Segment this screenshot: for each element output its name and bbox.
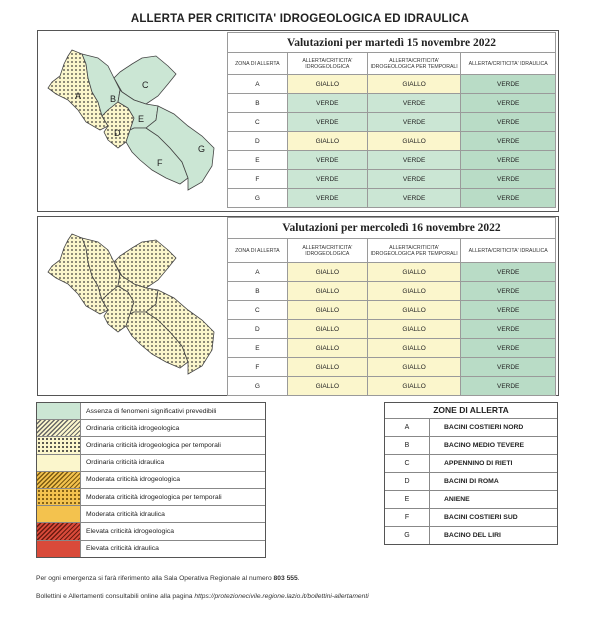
legend-item: Ordinaria criticità idrogeologica per temporali	[37, 437, 265, 454]
day1-heading: Valutazioni per martedì 15 novembre 2022	[228, 33, 556, 53]
col-hydrogeo: ALLERTA/CRITICITA' IDROGEOLOGICA	[287, 53, 367, 75]
table-row: E VERDE VERDE VERDE	[228, 151, 556, 170]
table-row: D GIALLO GIALLO VERDE	[228, 320, 556, 339]
legend	[36, 402, 266, 558]
map-label-c: C	[142, 80, 149, 90]
map-label-d: D	[114, 128, 121, 138]
footer-emergency: Per ogni emergenza si farà riferimento alla Sala Operativa Regionale al numero 803 555.	[36, 575, 300, 582]
table-row: C GIALLO GIALLO VERDE	[228, 301, 556, 320]
legend-item: Elevata criticità idraulica	[37, 541, 265, 557]
map-label-a: A	[75, 91, 82, 101]
legend-item: Ordinaria criticità idraulica	[37, 455, 265, 472]
day2-heading: Valutazioni per mercoledì 16 novembre 2022	[228, 218, 556, 239]
map-label-g: G	[198, 144, 206, 154]
table-row: A GIALLO GIALLO VERDE	[228, 75, 556, 94]
legend-item: Moderata criticità idrogeologica per temporali	[37, 489, 265, 506]
legend-item: Ordinaria criticità idrogeologica	[37, 420, 265, 437]
bulletins-link[interactable]: https://protezionecivile.regione.lazio.it/bollettini-allertamenti	[194, 593, 369, 600]
table-row: B VERDE VERDE VERDE	[228, 94, 556, 113]
legend-item: Assenza di fenomeni significativi prevedibili	[37, 403, 265, 420]
day1-table	[227, 32, 556, 208]
legend-item: Elevata criticità idrogeologica	[37, 523, 265, 540]
list-item: E ANIENE	[385, 491, 557, 509]
list-item: G BACINO DEL LIRI	[385, 527, 557, 544]
col-storms: ALLERTA/CRITICITA' IDROGEOLOGICA PER TEMPORALI	[367, 53, 461, 75]
day1-map	[42, 44, 222, 199]
table-row: D GIALLO GIALLO VERDE	[228, 132, 556, 151]
table-row: F GIALLO GIALLO VERDE	[228, 358, 556, 377]
table-row: E GIALLO GIALLO VERDE	[228, 339, 556, 358]
day2-table: Valutazioni per mercoledì 16 novembre 2022 ZONA DI ALLERTA ALLERTA/CRITICITA' IDROGEOLOGICA ALLERTA/CRITICITA' IDROGEOLOGICA PER TEMPORALI ALLERTA/CRITICITA' IDRAULICA A GIALLO GIALLO VERDE B GIALLO GIALLO VERDE C GIALLO GIALLO VERDE D GIALLO GIALLO VERDE E GIALLO GIALLO VERDE F GIALLO GIALLO VERDE G GIALLO GIALLO VERDE	[227, 217, 556, 396]
legend-item: Moderata criticità idrogeologica	[37, 472, 265, 489]
list-item: C APPENNINO DI RIETI	[385, 455, 557, 473]
map-label-f: F	[157, 158, 163, 168]
phone-number: 803 555	[273, 575, 298, 582]
table-row: G GIALLO GIALLO VERDE	[228, 377, 556, 396]
page-title: ALLERTA PER CRITICITA' IDROGEOLOGICA ED IDRAULICA	[130, 13, 470, 25]
table-row: G VERDE VERDE VERDE	[228, 189, 556, 208]
table-row: C VERDE VERDE VERDE	[228, 113, 556, 132]
zones-table	[384, 402, 558, 545]
map-label-b: B	[110, 94, 117, 104]
list-item: A BACINI COSTIERI NORD	[385, 419, 557, 437]
legend-item: Moderata criticità idraulica	[37, 506, 265, 523]
table-row: F VERDE VERDE VERDE	[228, 170, 556, 189]
map-label-e: E	[138, 114, 145, 124]
table-row: A GIALLO GIALLO VERDE	[228, 263, 556, 282]
col-zone: ZONA DI ALLERTA	[228, 53, 288, 75]
footer-bulletins: Bollettini e Allertamenti consultabili online alla pagina https://protezionecivile.regione.lazio.it/bollettini-allertamenti	[36, 593, 369, 600]
list-item: D BACINI DI ROMA	[385, 473, 557, 491]
day2-map	[42, 228, 222, 383]
col-hydraulic: ALLERTA/CRITICITA' IDRAULICA	[461, 53, 556, 75]
table-row: B GIALLO GIALLO VERDE	[228, 282, 556, 301]
zones-title: ZONE DI ALLERTA	[385, 403, 557, 419]
list-item: B BACINO MEDIO TEVERE	[385, 437, 557, 455]
list-item: F BACINI COSTIERI SUD	[385, 509, 557, 527]
